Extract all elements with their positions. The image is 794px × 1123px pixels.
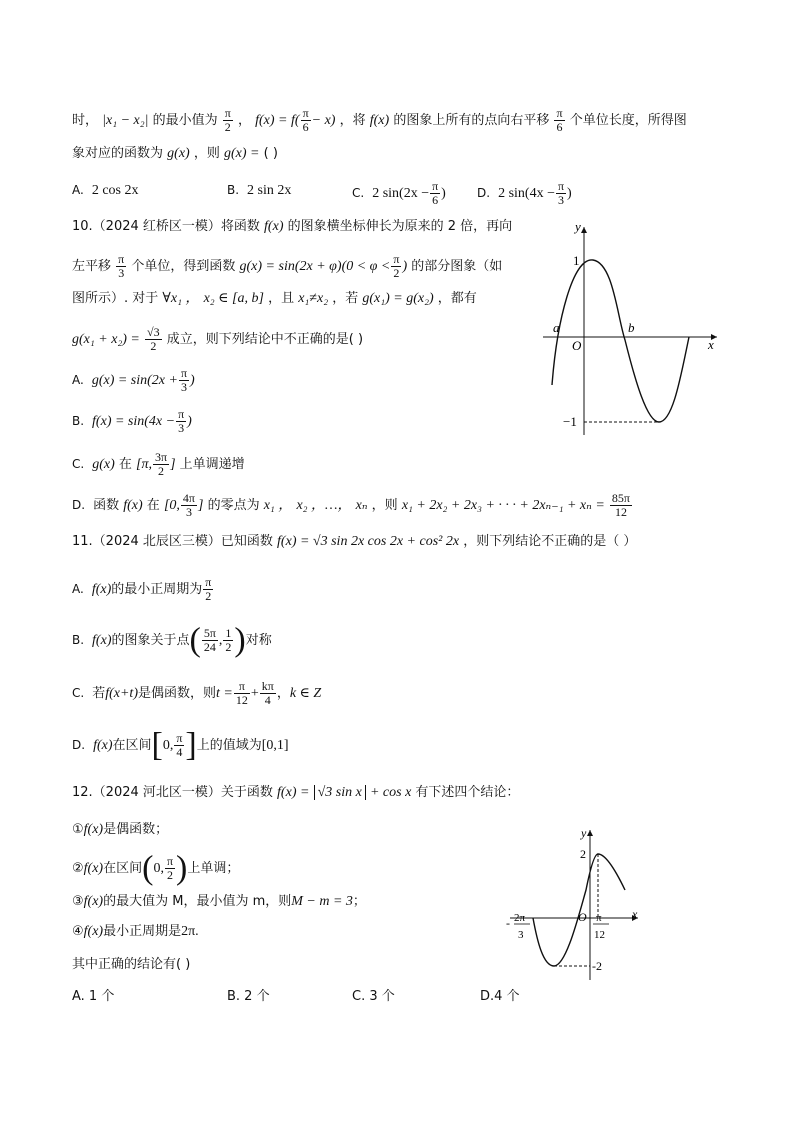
tick-two: 2 [580, 847, 586, 861]
q12-stem: 12.（2024 河北区一模）关于函数 f(x) = √3 sin x + cos x 有下述四个结论： [72, 785, 520, 800]
fraction-pi-over-6: $\frac{\pi}{6}$ [556, 106, 563, 134]
q11-stem: 11.（2024 北辰区三模）已知函数 f(x) = √3 sin 2x cos 2x + cos² 2x ，则下列结论不正确的是（ ） [72, 534, 637, 549]
q12-statement-2: ②f(x)在区间(0, $\frac{\pi}{2}$ )上单调； [72, 849, 240, 887]
tick-one: 1 [573, 253, 580, 268]
q11-option-a[interactable]: A. f(x)的最小正周期为 $\frac{\pi}{2}$ [72, 575, 212, 603]
q9-option-c[interactable]: C. 2 sin(2x − $\frac{\pi}{6}$ ) [352, 179, 446, 207]
q10-option-b[interactable]: B. f(x) = sin(4x − $\frac{\pi}{3}$ ) [72, 407, 192, 435]
q11-option-c[interactable]: C. 若f(x+t)是偶函数，则t = $\frac{\pi}{12}$ + $\frac{k\pi}{4}$ ，k ∈ Z [72, 679, 322, 707]
neg-sign: - [506, 916, 510, 930]
origin: O [578, 910, 587, 924]
q9-option-a[interactable]: A. 2 cos 2x [72, 183, 139, 198]
point-a: a [553, 320, 560, 335]
q12-option-b[interactable]: B. 2 个 [227, 989, 270, 1004]
y-label: y [575, 219, 581, 234]
q10-option-a[interactable]: A. g(x) = sin(2x + $\frac{\pi}{3}$ ) [72, 366, 195, 394]
q12-option-c[interactable]: C. 3 个 [352, 989, 395, 1004]
q10-sine-graph [535, 215, 725, 445]
q12-question-tail: 其中正确的结论有( ) [72, 957, 191, 972]
q10-option-d[interactable]: D. 函数 f(x) 在 [0, $\frac{4\pi}{3}$ ] 的零点为 x₁ ， x₂ ，…， xₙ ，则 x₁ + 2x₂ + 2x₃ + · · · + 2xₙ₋₁ + xₙ = $\frac{85\pi}{12}$ [72, 491, 630, 519]
q10-stem-line1: 10.（2024 红桥区一模）将函数 f(x) 的图象横坐标伸长为原来的 2 倍，再向 [72, 219, 513, 234]
q12-statement-4: ④f(x)最小正周期是2π. [72, 924, 199, 939]
fraction-pi-over-6: $\frac{\pi}{6}$ [302, 106, 309, 134]
tick-pi12-num: π [596, 912, 602, 924]
q12-option-a[interactable]: A. 1 个 [72, 989, 115, 1004]
tick-2pi-num: 2π [514, 912, 526, 924]
q9-stem-line1: 时， |x₁ − x₂| 的最小值为 $\frac{\pi}{2}$ ， f(x) = f( $\frac{\pi}{6}$ − x) ，将 f(x) 的图象上所有的点向右平移 $\frac{\pi}{6}$ 个单位长度，所得图 [72, 106, 687, 134]
q9-option-d[interactable]: D. 2 sin(4x − $\frac{\pi}{3}$ ) [477, 179, 572, 207]
q10-stem-line3: 图所示）. 对于 ∀x₁ ， x₂ ∈ [a, b] ，且 x₁≠x₂ ，若 g(x₁) = g(x₂) ，都有 [72, 291, 477, 306]
q12-option-d[interactable]: D.4 个 [480, 989, 520, 1004]
q12-statement-1: ①f(x)是偶函数； [72, 822, 169, 837]
tick-2pi-den: 3 [518, 929, 524, 941]
y-label: y [581, 826, 587, 840]
q11-option-b[interactable]: B. f(x)的图象关于点( $\frac{5\pi}{24}$ , $\frac{1}{2}$ )对称 [72, 621, 272, 659]
point-b: b [628, 320, 635, 335]
tick-neg-one: −1 [563, 414, 577, 429]
fraction-pi-over-2: $\frac{\pi}{2}$ [224, 106, 231, 134]
q9-stem-line2: 象对应的函数为 g(x) ，则 g(x) = ( ) [72, 146, 278, 161]
q10-stem-line2: 左平移 $\frac{\pi}{3}$ 个单位，得到函数 g(x) = sin(2x + φ)(0 < φ < $\frac{\pi}{2}$ ) 的部分图象（如 [72, 252, 503, 280]
tick-neg-two: -2 [592, 959, 602, 973]
q10-stem-line4: g(x₁ + x₂) = $\frac{√3}{2}$ 成立，则下列结论中不正确的是( ) [72, 325, 364, 353]
q12-statement-3: ③f(x)的最大值为 M，最小值为 m，则M − m = 3； [72, 894, 366, 909]
tick-pi12-den: 12 [594, 929, 605, 941]
x-label: x [632, 907, 638, 921]
q9-option-b[interactable]: B. 2 sin 2x [227, 183, 292, 198]
q12-function-graph [500, 820, 660, 990]
q10-option-c[interactable]: C. g(x) 在 [π, $\frac{3\pi}{2}$ ] 上单调递增 [72, 450, 245, 478]
q11-option-d[interactable]: D. f(x)在区间[0, $\frac{\pi}{4}$ ]上的值域为[0,1] [72, 726, 289, 764]
x-label: x [708, 337, 714, 352]
origin: O [572, 338, 582, 353]
